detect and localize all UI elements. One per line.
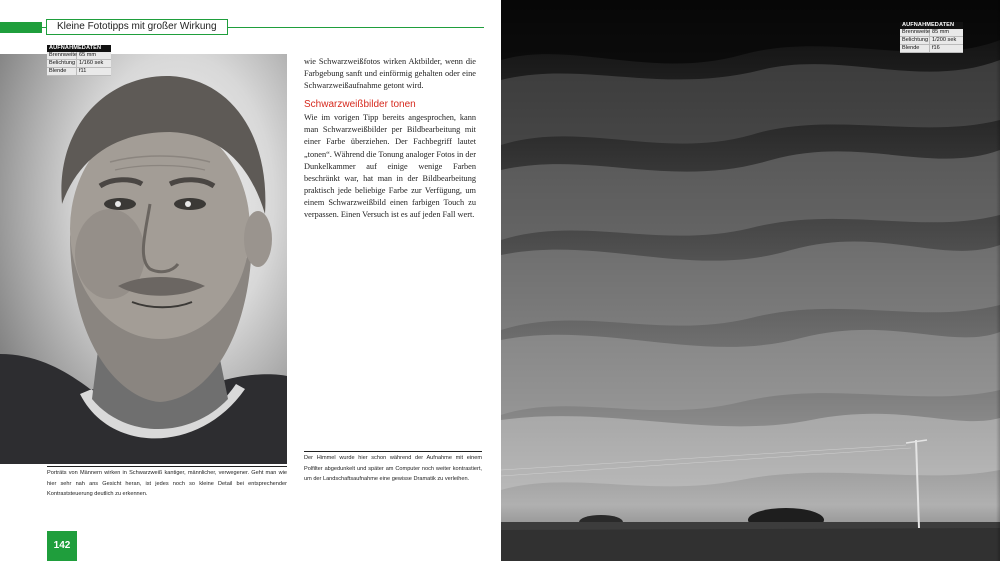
metadata-value: f16 <box>932 45 940 51</box>
gutter-shadow <box>996 0 1000 561</box>
metadata-title: AUFNAHMEDATEN <box>47 45 111 52</box>
metadata-value: 85 mm <box>932 29 950 35</box>
metadata-row <box>47 60 111 68</box>
photo-metadata-right <box>900 22 963 53</box>
metadata-label: Belichtung <box>902 37 929 43</box>
running-head: Kleine Fototipps mit großer Wirkung <box>46 19 228 35</box>
metadata-row <box>900 45 963 53</box>
metadata-label: Brennweite <box>49 52 77 58</box>
section-heading: Schwarzweißbilder tonen <box>304 99 416 111</box>
metadata-label: Blende <box>900 45 930 52</box>
metadata-value: 1/200 sek <box>932 37 957 43</box>
sky-caption: Der Himmel wurde hier schon während der Aufnahme mit einem Polfilter abgedunkelt und später am Computer noch weiter kontrastiert, um der Landschaftsaufnahme eine gewisse Dramatik zu verleihen. <box>304 451 482 485</box>
metadata-value: f11 <box>79 68 87 74</box>
metadata-label: Brennweite <box>902 29 930 35</box>
page-number: 142 <box>47 531 77 561</box>
portrait-illustration <box>0 54 287 464</box>
metadata-value: 65 mm <box>79 52 97 58</box>
intro-paragraph: wie Schwarzweißfotos wirken Aktbilder, wenn die Farbgebung sanft und einförmig gehalten oder eine Schwarzweißaufnahme getont wird. <box>304 57 476 91</box>
metadata-row <box>47 68 111 76</box>
metadata-row <box>47 52 111 60</box>
header-accent-bar <box>0 22 42 33</box>
body-text-column <box>304 56 476 221</box>
portrait-caption: Porträts von Männern wirken in Schwarzweiß kantiger, männlicher, verwegener. Geht man wie hier sehr nah ans Gesicht heran, ist jedes noch so kleine Detail bei entsprechender Kontraststeuerung deutlich zu erkennen. <box>47 466 287 500</box>
portrait-photo <box>0 54 287 464</box>
landscape-photo <box>501 0 1000 561</box>
metadata-title: AUFNAHMEDATEN <box>900 22 963 29</box>
metadata-row <box>900 29 963 37</box>
metadata-label: Blende <box>47 68 77 75</box>
body-paragraph: Wie im vorigen Tipp bereits angesprochen, kann man Schwarzweißbilder per Bildbearbeitung mit einer Farbe überziehen. Der Fachbegriff lautet „tonen“. Während die Tonung analoger Fotos in der Dunkelkammer auf einige wenige Farben beschränkt war, hat man in der Bildbearbeitung praktisch jede beliebige Farbe zur Verfügung, um einem Schwarzweißbild einen farbigen Touch zu verpassen. Einen Versuch ist es auf jeden Fall wert. <box>304 113 476 220</box>
metadata-label: Belichtung <box>49 60 76 66</box>
metadata-row <box>900 37 963 45</box>
sky-field-illustration <box>501 0 1000 561</box>
photo-metadata-left <box>47 45 111 76</box>
metadata-value: 1/160 sek <box>79 60 104 66</box>
